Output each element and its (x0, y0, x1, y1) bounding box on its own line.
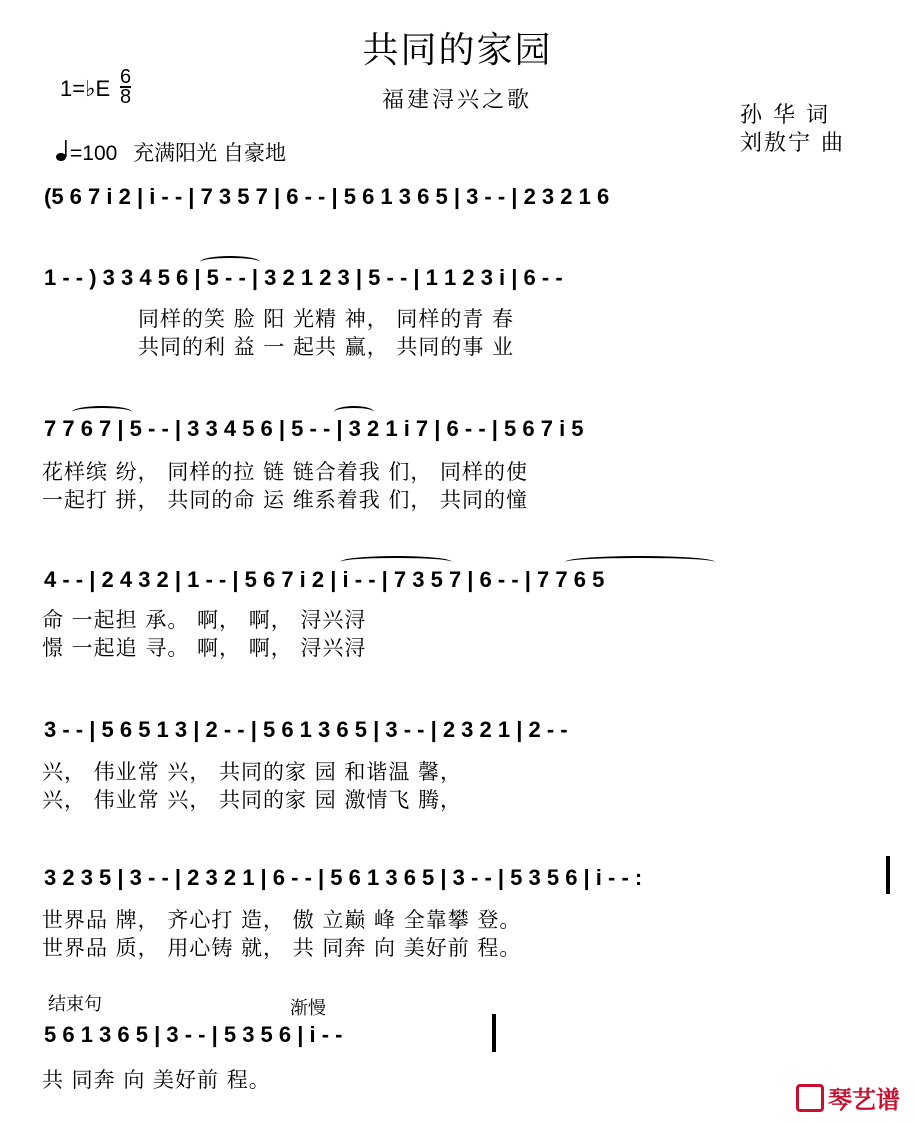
tempo-value: =100 (70, 142, 118, 165)
notation-row-2: 1 - - ) 3 3 4 5 6 | 5 - - | 3 2 1 2 3 | 5 - - | 1 1 2 3 i | 6 - - (44, 265, 563, 290)
slur (340, 556, 452, 568)
lyric-row-2-verse-1: 同样的笑 脸 阳 光精 神， 同样的青 春 (138, 307, 515, 331)
notation-row-1: (5 6 7 i 2 | i - - | 7 3 5 7 | 6 - - | 5 6 1 3 6 5 | 3 - - | 2 3 2 1 6 (44, 184, 610, 209)
quarter-note-icon (56, 140, 70, 160)
notation-row-3: 7 7 6 7 | 5 - - | 3 3 4 5 6 | 5 - - | 3 2 1 i 7 | 6 - - | 5 6 7 i 5 (44, 416, 584, 441)
slur (72, 406, 132, 418)
key-signature: 1=♭E (60, 76, 111, 101)
lyric-row-3-verse-2: 一起打 拼， 共同的命 运 维系着我 们， 共同的憧 (42, 488, 529, 512)
time-signature-top: 6 (120, 66, 132, 88)
expression-text: 充满阳光 自豪地 (133, 142, 286, 165)
lyric-row-6-verse-1: 世界品 牌， 齐心打 造， 傲 立巅 峰 全靠攀 登。 (42, 908, 522, 932)
notation-row-5: 3 - - | 5 6 5 1 3 | 2 - - | 5 6 1 3 6 5 | 3 - - | 2 3 2 1 | 2 - - (44, 717, 568, 742)
notation-row-7: 5 6 1 3 6 5 | 3 - - | 5 3 5 6 | i - - (44, 1022, 343, 1047)
song-title: 共同的家园 (362, 30, 553, 71)
watermark-logo (796, 1080, 900, 1115)
time-signature-bottom: 8 (120, 86, 132, 108)
slur (200, 256, 260, 268)
lyric-row-4-verse-2: 憬 一起追 寻。 啊， 啊， 浔兴浔 (42, 636, 367, 660)
tempo-marking (56, 137, 286, 167)
time-signature (120, 68, 131, 106)
notation-row-6: 3 2 3 5 | 3 - - | 2 3 2 1 | 6 - - | 5 6 1 3 6 5 | 3 - - | 5 3 5 6 | i - - : (44, 865, 643, 890)
lyric-row-5-verse-1: 兴， 伟业常 兴， 共同的家 园 和谐温 馨， (42, 760, 463, 784)
lyric-row-7: 共 同奔 向 美好前 程。 (42, 1068, 271, 1092)
slur (565, 556, 715, 568)
composer-credit: 刘敖宁 曲 (740, 131, 845, 156)
slur (334, 406, 374, 418)
lyric-row-5-verse-2: 兴， 伟业常 兴， 共同的家 园 激情飞 腾， (42, 788, 463, 812)
song-subtitle: 福建浔兴之歌 (382, 88, 533, 113)
ending-marking: 结束句 (48, 994, 102, 1015)
end-barline (492, 1014, 496, 1052)
lyric-row-6-verse-2: 世界品 质， 用心铸 就， 共 同奔 向 美好前 程。 (42, 936, 522, 960)
final-repeat-barline (886, 856, 890, 894)
lyric-row-2-verse-2: 共同的利 益 一 起共 赢， 共同的事 业 (138, 335, 515, 359)
notation-row-4: 4 - - | 2 4 3 2 | 1 - - | 5 6 7 i 2 | i - - | 7 3 5 7 | 6 - - | 7 7 6 5 (44, 567, 605, 592)
lyric-row-4-verse-1: 命 一起担 承。 啊， 啊， 浔兴浔 (42, 608, 367, 632)
lyric-row-3-verse-1: 花样缤 纷， 同样的拉 链 链合着我 们， 同样的使 (42, 460, 529, 484)
ritardando-marking: 渐慢 (290, 998, 326, 1019)
logo-icon (796, 1084, 824, 1112)
watermark-text: 琴艺谱 (828, 1086, 900, 1114)
lyricist-credit: 孙 华 词 (740, 103, 830, 128)
